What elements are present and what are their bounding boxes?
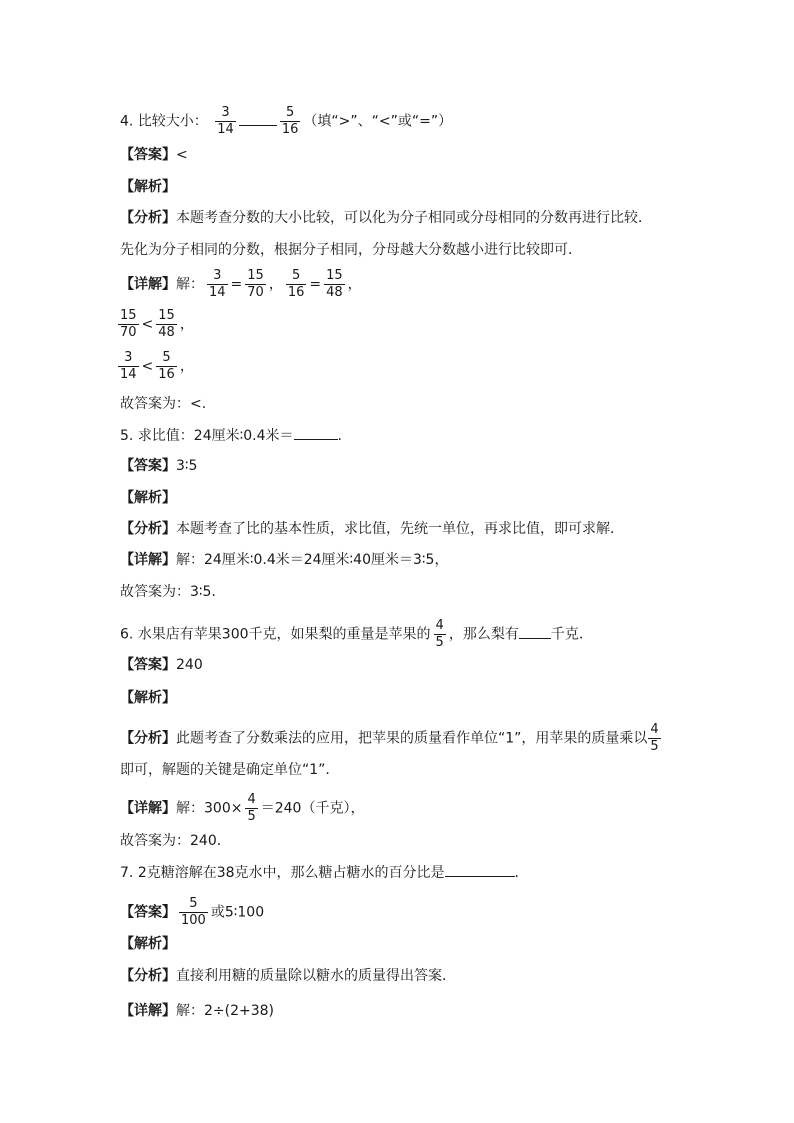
analysis-label: 【解析】: [120, 490, 176, 506]
detail-text: 解：2÷(2+38): [176, 1003, 275, 1019]
separator: ，: [268, 276, 283, 293]
analysis-text-continued: 先化为分子相同的分数，根据分子相同，分母越大分数越小进行比较即可．: [120, 242, 582, 258]
detail-line: [120, 268, 362, 301]
fraction: $\frac{4}{5}$: [247, 792, 256, 824]
analysis-text: 本题考查分数的大小比较，可以化为分子相同或分母相同的分数再进行比较．: [176, 210, 652, 226]
analysis-text: 此题考查了分数乘法的应用，把苹果的质量看作单位“1”，用苹果的质量乘以: [176, 730, 648, 747]
question-prompt: 水果店有苹果300千克，如果梨的重量是苹果的: [137, 626, 431, 643]
separator: ，: [179, 358, 194, 375]
analysis-label: 【解析】: [120, 179, 176, 195]
detail-prefix: 解：: [176, 276, 204, 293]
separator: ，: [347, 276, 362, 293]
equals-sign: =: [309, 276, 322, 293]
fraction: $\frac{5}{16}$: [281, 105, 299, 137]
period: .: [514, 865, 519, 881]
less-than-sign: <: [141, 316, 154, 333]
answer-line: [120, 145, 188, 165]
fraction: $\frac{4}{5}$: [650, 722, 659, 754]
analysis-line: [120, 966, 456, 986]
analysis-line: [120, 722, 664, 755]
analysis-text: 本题考查了比的基本性质，求比值，先统一单位，再求比值，即可求解．: [176, 521, 624, 537]
answer-label: 【答案】: [120, 657, 176, 673]
conclusion: 故答案为：<.: [120, 396, 207, 412]
equals-sign: =: [230, 276, 243, 293]
conclusion: 故答案为：3∶5．: [120, 584, 226, 600]
answer-line: [120, 456, 197, 476]
question-prompt-continued: ，那么梨有: [448, 626, 519, 643]
question-5: [120, 425, 342, 446]
fraction: $\frac{3}{14}$: [217, 105, 234, 137]
answer-line: [120, 655, 203, 675]
answer-label: 【答案】: [120, 458, 176, 474]
answer-blank: [445, 862, 515, 877]
detail-label: 【详解】: [120, 276, 176, 293]
answer-value: 3∶5: [176, 458, 198, 474]
analysis-sub-label: 【分析】: [120, 521, 176, 537]
analysis-line: [120, 519, 624, 539]
fraction: $\frac{15}{70}$: [247, 268, 264, 300]
detail-text-continued: ＝240（千克），: [260, 800, 365, 817]
answer-label: 【答案】: [120, 904, 176, 921]
detail-label: 【详解】: [120, 552, 176, 568]
fraction: $\frac{5}{16}$: [158, 350, 175, 382]
fraction: $\frac{15}{70}$: [120, 308, 137, 340]
fraction: $\frac{3}{14}$: [209, 268, 226, 300]
detail-step-3: [118, 350, 194, 383]
detail-text: 解：24厘米∶0.4米＝24厘米∶40厘米＝3∶5，: [176, 552, 449, 568]
question-number: 4.: [120, 113, 134, 130]
fraction: $\frac{15}{48}$: [158, 308, 175, 340]
answer-blank: [294, 425, 338, 440]
detail-step-2: [118, 308, 194, 341]
analysis-sub-label: 【分析】: [120, 210, 176, 226]
analysis-label: 【解析】: [120, 936, 176, 952]
detail-line: [120, 1001, 274, 1021]
fraction: $\frac{15}{48}$: [326, 268, 343, 300]
answer-value: 或5∶100: [210, 904, 265, 921]
question-number: 7.: [120, 865, 134, 881]
separator: ，: [179, 316, 194, 333]
less-than-sign: <: [141, 358, 154, 375]
detail-label: 【详解】: [120, 800, 176, 817]
fraction: $\frac{3}{14}$: [120, 350, 137, 382]
question-6: [120, 618, 593, 651]
question-prompt: 2克糖溶解在38克水中，那么糖占糖水的百分比是: [137, 865, 445, 881]
conclusion: 故答案为：240．: [120, 833, 231, 849]
question-unit: 千克．: [550, 626, 593, 643]
detail-line: [120, 792, 364, 825]
analysis-sub-label: 【分析】: [120, 968, 176, 984]
analysis-label: 【解析】: [120, 690, 176, 706]
analysis-sub-label: 【分析】: [120, 730, 176, 747]
question-number: 6.: [120, 626, 134, 643]
detail-text: 解：300×: [176, 800, 243, 817]
question-hint: （填“>”、“<”或“=”）: [303, 113, 453, 130]
answer-value: <: [176, 147, 188, 163]
answer-blank: [239, 111, 277, 126]
question-7: [120, 862, 519, 883]
answer-value: 240: [176, 657, 203, 673]
answer-label: 【答案】: [120, 147, 176, 163]
answer-line: [120, 896, 264, 929]
detail-line: [120, 550, 448, 570]
question-prompt: 求比值：24厘米∶0.4米＝: [137, 428, 294, 444]
analysis-line: [120, 208, 652, 228]
analysis-text: 直接利用糖的质量除以糖水的质量得出答案．: [176, 968, 456, 984]
analysis-text-continued: 即可，解题的关键是确定单位“1”.: [120, 762, 330, 778]
fraction: $\frac{4}{5}$: [435, 618, 444, 650]
question-number: 5.: [120, 428, 134, 444]
detail-label: 【详解】: [120, 1003, 176, 1019]
period: .: [337, 428, 342, 444]
fraction: $\frac{5}{16}$: [287, 268, 305, 300]
fraction: $\frac{5}{100}$: [181, 896, 206, 928]
question-prompt: 比较大小：: [137, 113, 208, 130]
answer-blank: [519, 624, 551, 639]
question-4: [120, 105, 452, 138]
